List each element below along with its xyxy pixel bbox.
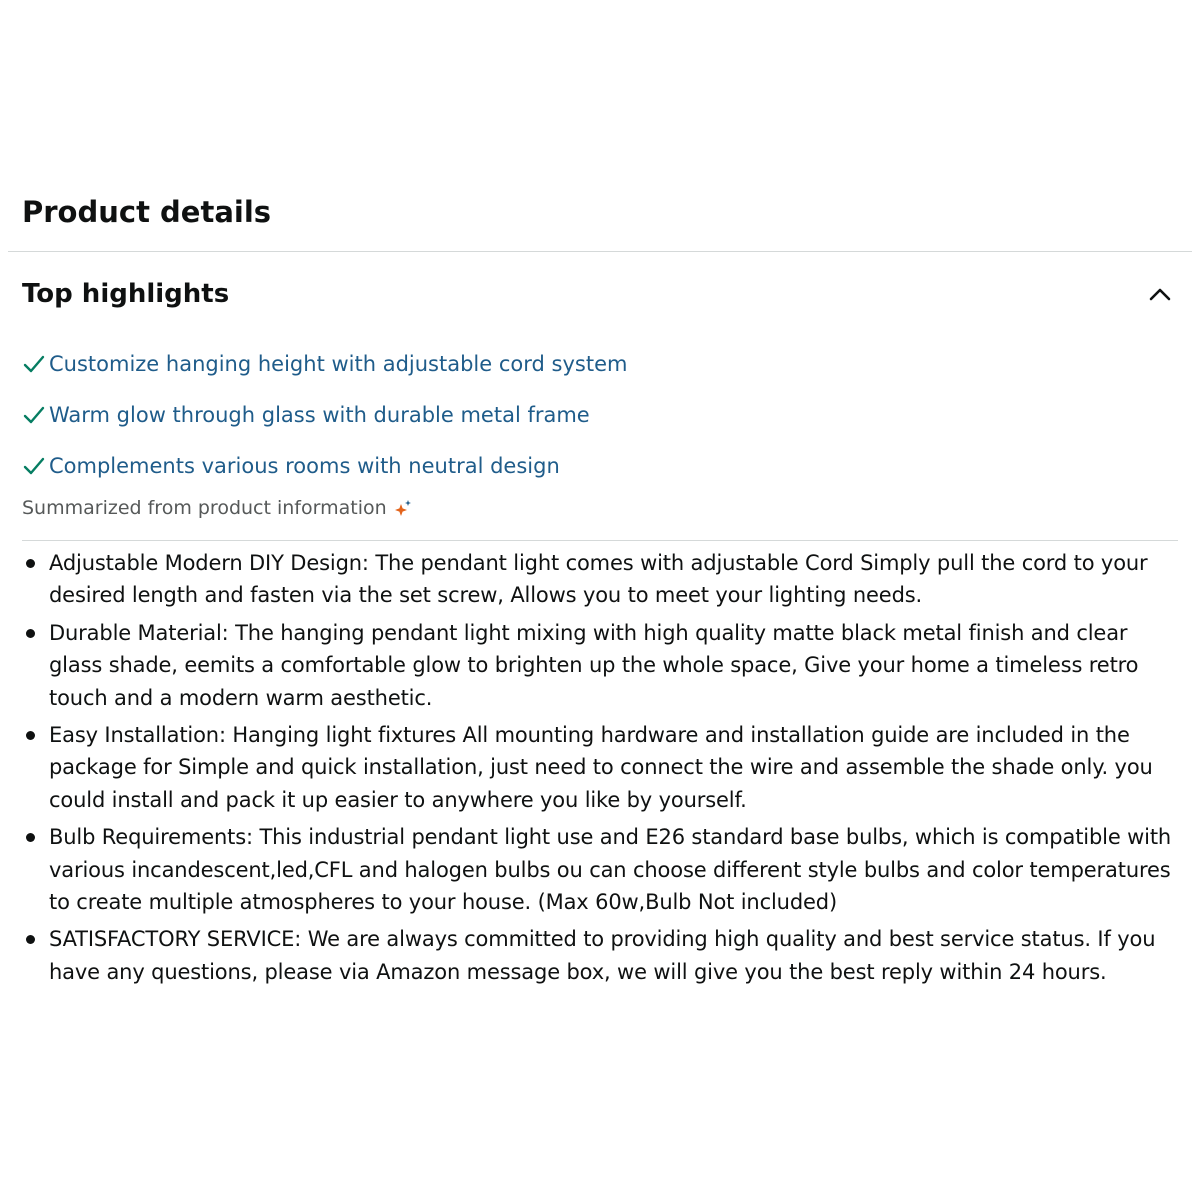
section-divider [22,540,1178,541]
feature-bullet [22,719,1182,816]
feature-bullet [22,923,1182,988]
feature-bullet [22,821,1182,918]
bullet-dot [26,731,35,740]
highlight-item [22,389,1178,440]
bullet-dot [26,935,35,944]
summary-note-text: Summarized from product information [22,497,387,519]
highlight-text: Complements various rooms with neutral design [49,453,560,478]
highlight-text: Customize hanging height with adjustable cord system [49,351,628,376]
top-highlights-header[interactable] [22,274,1178,318]
check-icon [22,352,46,376]
bullet-dot [26,833,35,842]
bullet-dot [26,629,35,638]
feature-bullet [22,547,1182,612]
feature-bullet-text: Easy Installation: Hanging light fixtures All mounting hardware and installation guide are included in the package for Simple and quick installation, just need to connect the wire and assemble the shade only. you could install and pack it up easier to anywhere you like by yourself. [49,723,1153,812]
bullet-dot [26,559,35,568]
feature-bullet-text: SATISFACTORY SERVICE: We are always committed to providing high quality and best service status. If you have any questions, please via Amazon message box, we will give you the best reply within 24 hours. [49,927,1156,984]
highlight-text: Warm glow through glass with durable metal frame [49,402,590,427]
chevron-up-icon[interactable] [1142,276,1178,312]
feature-bullet-text: Adjustable Modern DIY Design: The pendant light comes with adjustable Cord Simply pull the cord to your desired length and fasten via the set screw, Allows you to meet your lighting needs. [49,551,1148,608]
highlight-item [22,440,1178,491]
sparkle-icon [393,498,413,518]
feature-bullet [22,617,1182,714]
feature-bullets [22,547,1182,993]
highlight-item [22,338,1178,389]
section-divider [8,251,1192,252]
check-icon [22,403,46,427]
feature-bullet-text: Durable Material: The hanging pendant light mixing with high quality matte black metal finish and clear glass shade, eemits a comfortable glow to brighten up the whole space, Give your home a timeless retro touch and a modern warm aesthetic. [49,620,1139,710]
top-highlights-title: Top highlights [22,279,230,309]
check-icon [22,454,46,478]
feature-bullet-text: Bulb Requirements: This industrial pendant light use and E26 standard base bulbs, which is compatible with various incandescent,led,CFL and halogen bulbs ou can choose different style bulbs and color temperatures to create multiple atmospheres to your house. (Max 60w,Bulb Not included) [49,825,1172,915]
summary-note [22,492,413,524]
product-details-title: Product details [22,195,272,229]
highlights-list [22,338,1178,491]
